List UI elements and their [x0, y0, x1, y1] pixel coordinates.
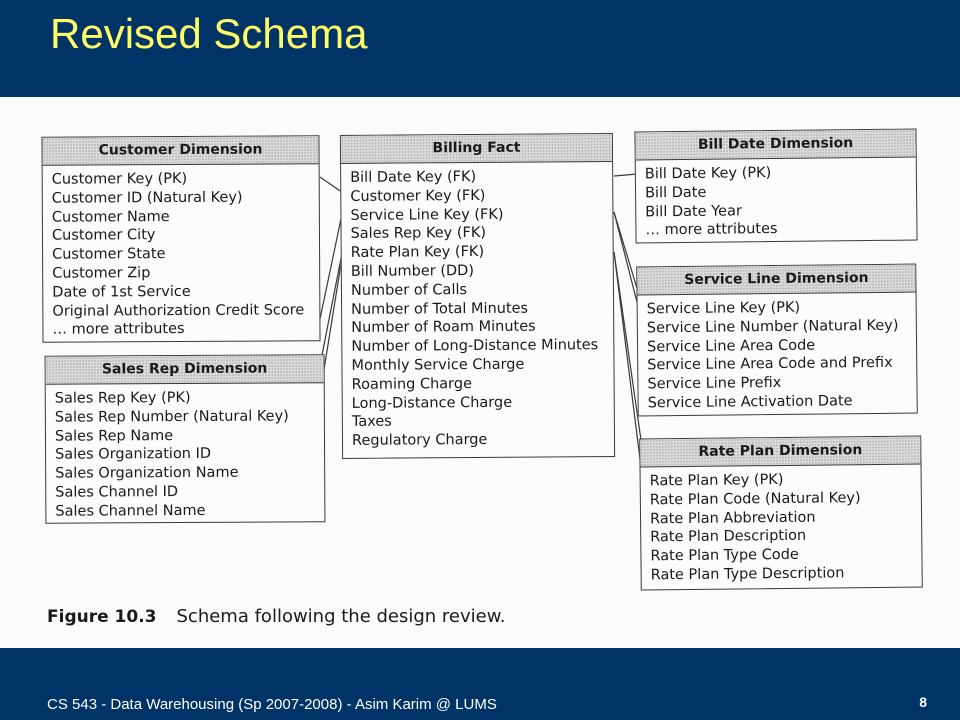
- attribute-row: Bill Number (DD): [350, 263, 475, 280]
- connector-fact-billdate: [614, 174, 637, 176]
- footer-text: CS 543 - Data Warehousing (Sp 2007-2008) - Asim Karim @ LUMS: [47, 696, 497, 713]
- attribute-row: Taxes: [351, 413, 392, 431]
- attribute-row: Service Line Area Code and Prefix: [647, 355, 893, 374]
- attribute-row: Original Authorization Credit Score: [52, 301, 305, 320]
- attribute-row: Bill Date: [644, 184, 707, 202]
- rate-plan-dimension-table: [639, 436, 923, 591]
- attribute-row: Roaming Charge: [351, 375, 473, 393]
- attribute-row: Customer Key (FK): [350, 187, 486, 205]
- customer-dimension-table: [41, 135, 320, 342]
- attribute-row: Sales Rep Key (FK): [350, 225, 487, 243]
- attribute-row: Sales Rep Number (Natural Key): [54, 408, 289, 426]
- sales-rep-dimension-table: [45, 354, 326, 523]
- attribute-row: Service Line Activation Date: [647, 393, 853, 412]
- bill-date-dimension-attributes: [636, 158, 917, 241]
- attribute-row: Customer Name: [51, 208, 170, 226]
- attribute-row: Customer ID (Natural Key): [51, 189, 243, 207]
- attribute-row: Sales Channel Name: [55, 502, 206, 520]
- attribute-row: Number of Calls: [350, 281, 468, 299]
- attribute-row: Service Line Key (FK): [350, 206, 504, 224]
- attribute-row: Sales Rep Key (PK): [54, 389, 191, 407]
- attribute-row: Sales Organization ID: [55, 446, 212, 464]
- attribute-row: Bill Date Key (PK): [644, 165, 772, 183]
- figure-caption: [47, 606, 506, 627]
- attribute-row: Rate Plan Type Description: [650, 565, 845, 584]
- attribute-row: Monthly Service Charge: [351, 356, 525, 374]
- billing-fact-title: Billing Fact: [341, 134, 612, 164]
- attribute-row: Bill Date Year: [645, 202, 742, 220]
- customer-dimension-attributes: [43, 164, 320, 340]
- attribute-row: Rate Plan Abbreviation: [649, 509, 816, 527]
- bill-date-dimension-table: [634, 129, 917, 244]
- slide-title: Revised Schema: [50, 10, 368, 57]
- customer-dimension-title: Customer Dimension: [42, 136, 318, 165]
- attribute-row: Service Line Number (Natural Key): [646, 317, 899, 337]
- attribute-row: Sales Channel ID: [55, 484, 179, 501]
- attribute-row: … more attributes: [52, 321, 185, 339]
- attribute-row: Number of Roam Minutes: [351, 318, 536, 337]
- attribute-row: Customer Zip: [52, 265, 151, 282]
- attribute-row: Service Line Prefix: [647, 375, 782, 393]
- sales-rep-dimension-title: Sales Rep Dimension: [46, 355, 324, 384]
- attribute-row: Regulatory Charge: [351, 432, 488, 450]
- service-line-dimension-table: [636, 264, 918, 417]
- page-number: 8: [919, 694, 927, 710]
- bill-date-dimension-title: Bill Date Dimension: [635, 130, 915, 161]
- attribute-row: Number of Total Minutes: [351, 300, 529, 318]
- billing-fact-table: [340, 133, 615, 459]
- attribute-row: Sales Rep Name: [54, 427, 174, 445]
- attribute-row: Rate Plan Key (PK): [649, 471, 784, 490]
- attribute-row: Service Line Area Code: [646, 337, 816, 355]
- attribute-row: Sales Organization Name: [55, 464, 239, 482]
- attribute-row: … more attributes: [645, 221, 778, 239]
- attribute-row: Customer State: [52, 246, 166, 263]
- attribute-row: Rate Plan Key (FK): [350, 244, 485, 262]
- service-line-dimension-attributes: [638, 293, 917, 414]
- attribute-row: Customer City: [51, 227, 156, 245]
- attribute-row: Rate Plan Code (Natural Key): [649, 489, 861, 509]
- attribute-row: Date of 1st Service: [52, 283, 191, 301]
- billing-fact-attributes: [341, 162, 614, 451]
- attribute-row: Rate Plan Description: [650, 528, 807, 546]
- service-line-dimension-title: Service Line Dimension: [637, 265, 915, 296]
- figure-label: Figure 10.3: [47, 607, 157, 627]
- sales-rep-dimension-attributes: [46, 383, 325, 521]
- rate-plan-dimension-title: Rate Plan Dimension: [640, 437, 920, 468]
- rate-plan-dimension-attributes: [641, 465, 922, 586]
- attribute-row: Long-Distance Charge: [351, 394, 513, 412]
- attribute-row: Number of Long-Distance Minutes: [351, 337, 599, 356]
- figure-caption-text: Schema following the design review.: [176, 606, 506, 627]
- attribute-row: Rate Plan Type Code: [650, 547, 799, 565]
- attribute-row: Customer Key (PK): [51, 170, 188, 188]
- attribute-row: Bill Date Key (FK): [350, 169, 477, 186]
- attribute-row: Service Line Key (PK): [646, 299, 801, 318]
